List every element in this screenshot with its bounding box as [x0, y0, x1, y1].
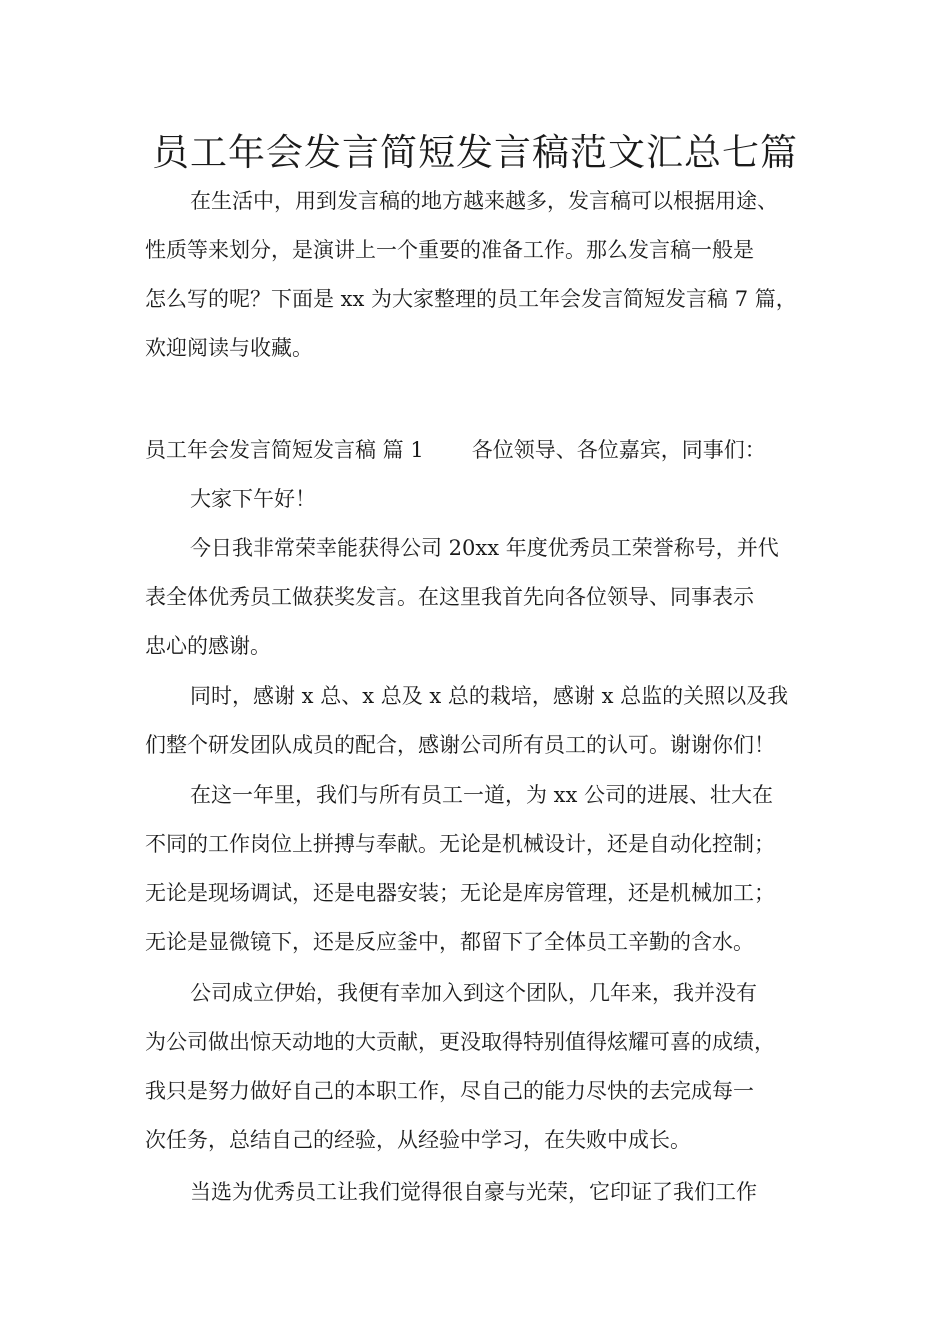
- body-paragraph-3: [145, 771, 815, 967]
- salutation: 各位领导、各位嘉宾，同事们：: [471, 438, 766, 462]
- body-line: 表全体优秀员工做获奖发言。在这里我首先向各位领导、同事表示: [145, 585, 754, 609]
- body-paragraph-5: [145, 1168, 815, 1217]
- body-line: 们整个研发团队成员的配合，感谢公司所有员工的认可。谢谢你们！: [145, 733, 775, 757]
- body-line: 无论是现场调试，还是电器安装；无论是库房管理，还是机械加工；: [145, 881, 775, 905]
- document-title: 员工年会发言简短发言稿范文汇总七篇: [152, 131, 798, 174]
- body-line: 公司成立伊始，我便有幸加入到这个团队，几年来，我并没有: [190, 981, 757, 1005]
- greeting: 大家下午好！: [190, 487, 316, 511]
- body-paragraph-1: [145, 524, 815, 671]
- intro-line: 性质等来划分，是演讲上一个重要的准备工作。那么发言稿一般是: [145, 238, 754, 262]
- intro-line: 欢迎阅读与收藏。: [145, 336, 313, 360]
- body-line: 今日我非常荣幸能获得公司 20xx 年度优秀员工荣誉称号，并代: [190, 536, 779, 560]
- body-line: 为公司做出惊天动地的大贡献，更没取得特别值得炫耀可喜的成绩，: [145, 1030, 775, 1054]
- body-paragraph-2: [145, 672, 815, 770]
- section-heading-line: [145, 426, 815, 475]
- body-paragraph-4: [145, 969, 815, 1165]
- body-line: 当选为优秀员工让我们觉得很自豪与光荣，它印证了我们工作: [190, 1180, 757, 1204]
- section-heading: 员工年会发言简短发言稿 篇 1: [145, 438, 424, 462]
- intro-line: 在生活中，用到发言稿的地方越来越多，发言稿可以根据用途、: [190, 189, 778, 213]
- body-line: 我只是努力做好自己的本职工作，尽自己的能力尽快的去完成每一: [145, 1079, 754, 1103]
- intro-paragraph: [145, 177, 815, 373]
- greeting-paragraph: [145, 475, 815, 524]
- intro-line: 怎么写的呢？下面是 xx 为大家整理的员工年会发言简短发言稿 7 篇，: [145, 287, 797, 311]
- body-line: 次任务，总结自己的经验，从经验中学习，在失败中成长。: [145, 1128, 691, 1152]
- body-line: 忠心的感谢。: [145, 634, 271, 658]
- body-line: 同时，感谢 x 总、x 总及 x 总的栽培，感谢 x 总监的关照以及我: [190, 684, 789, 708]
- body-line: 不同的工作岗位上拼搏与奉献。无论是机械设计，还是自动化控制；: [145, 832, 775, 856]
- body-line: 在这一年里，我们与所有员工一道，为 xx 公司的进展、壮大在: [190, 783, 774, 807]
- body-line: 无论是显微镜下，还是反应釜中，都留下了全体员工辛勤的含水。: [145, 930, 754, 954]
